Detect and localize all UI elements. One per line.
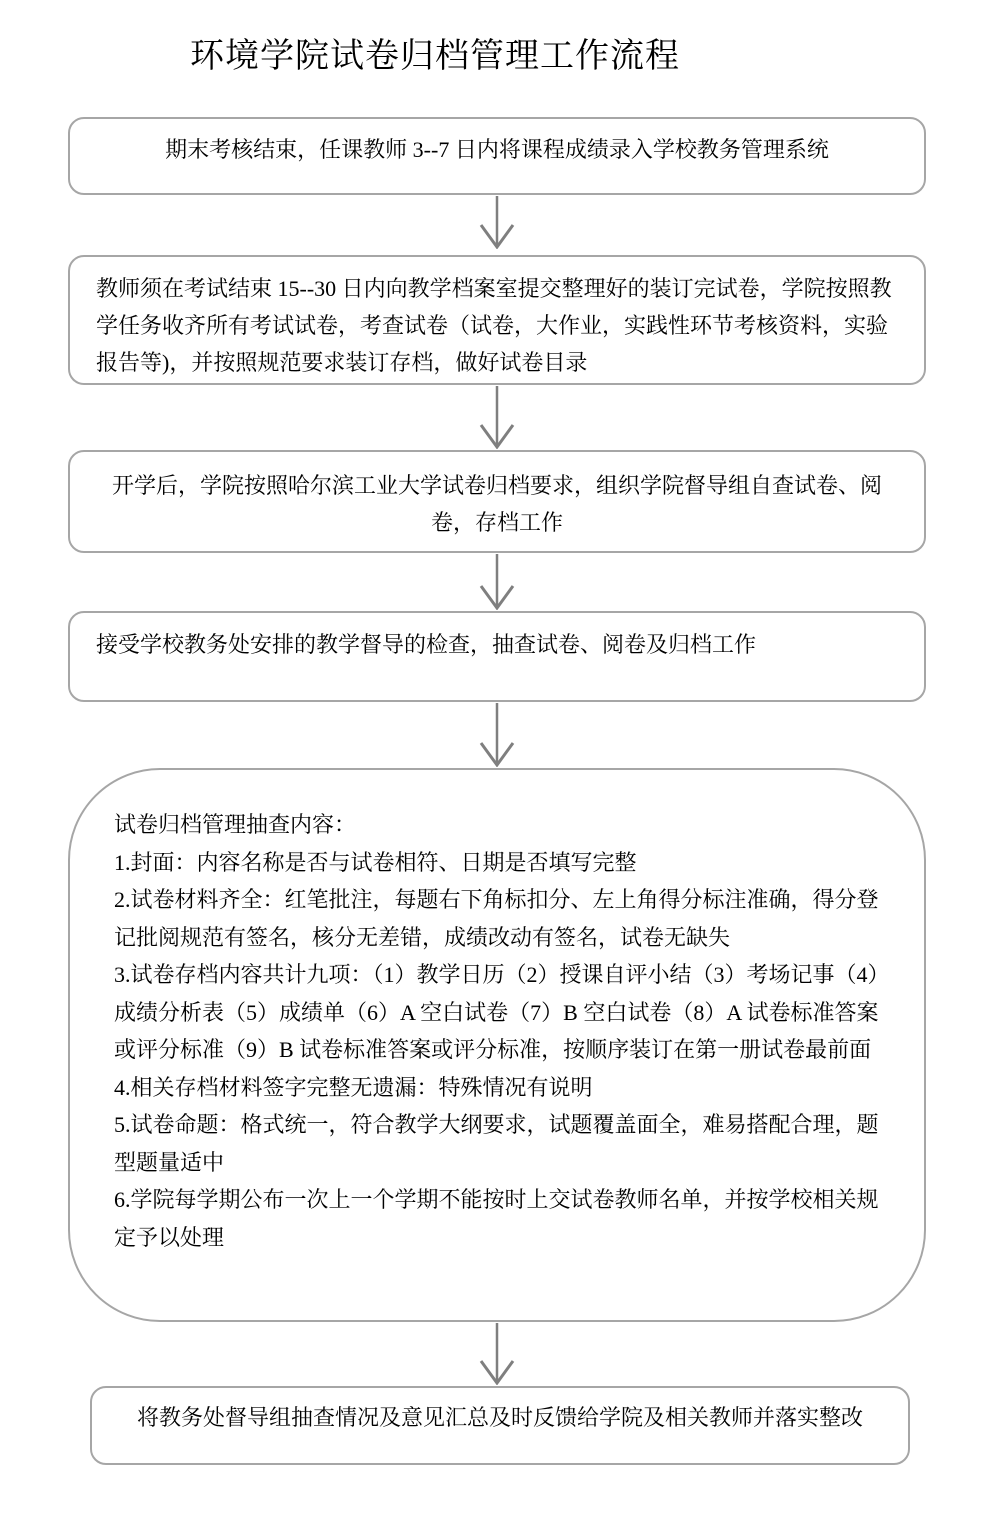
flow-step-4 bbox=[68, 611, 926, 702]
page-title: 环境学院试卷归档管理工作流程 bbox=[190, 38, 680, 75]
arrow-down-icon bbox=[475, 1323, 519, 1385]
arrow-down-icon bbox=[475, 703, 519, 767]
flow-step-3-text: 开学后，学院按照哈尔滨工业大学试卷归档要求，组织学院督导组自查试卷、阅卷，存档工作 bbox=[111, 473, 882, 535]
flow-step-5-item: 4.相关存档材料签字完整无遗漏：特殊情况有说明 bbox=[114, 1074, 593, 1100]
flow-step-5 bbox=[68, 768, 926, 1322]
flow-step-2-text: 教师须在考试结束 15--30 日内向教学档案室提交整理好的装订完试卷，学院按照教学任务收齐所有考试试卷，考查试卷（试卷，大作业，实践性环节考核资料，实验报告等)，并按照规范要求装订存档，做好试卷目录 bbox=[96, 276, 892, 375]
flow-step-4-text: 接受学校教务处安排的教学督导的检查，抽查试卷、阅卷及归档工作 bbox=[96, 632, 757, 657]
arrow-down-icon bbox=[475, 386, 519, 449]
flow-step-1 bbox=[68, 117, 926, 195]
flow-step-1-text: 期末考核结束，任课教师 3--7 日内将课程成绩录入学校教务管理系统 bbox=[165, 137, 829, 162]
arrow-down-icon bbox=[475, 196, 519, 249]
flow-step-5-item: 5.试卷命题：格式统一，符合教学大纲要求，试题覆盖面全，难易搭配合理，题型题量适中 bbox=[114, 1112, 879, 1175]
flow-step-5-heading: 试卷归档管理抽查内容： bbox=[114, 812, 357, 837]
flow-step-5-item: 3.试卷存档内容共计九项：（1）教学日历（2）授课自评小结（3）考场记事（4）成绩分析表（5）成绩单（6）A 空白试卷（7）B 空白试卷（8）A 试卷标准答案或评分标准（9）B 试卷标准答案或评分标准，按顺序装订在第一册试卷最前面 bbox=[114, 962, 879, 1062]
arrow-down-icon bbox=[475, 554, 519, 610]
flow-step-5-item: 6.学院每学期公布一次上一个学期不能按时上交试卷教师名单，并按学校相关规定予以处理 bbox=[114, 1187, 879, 1250]
flow-step-3 bbox=[68, 450, 926, 553]
flow-step-5-item: 2.试卷材料齐全：红笔批注，每题右下角标扣分、左上角得分标注准确，得分登记批阅规范有签名，核分无差错，成绩改动有签名，试卷无缺失 bbox=[114, 887, 879, 950]
flow-step-5-item: 1.封面：内容名称是否与试卷相符、日期是否填写完整 bbox=[114, 849, 637, 875]
flow-step-2 bbox=[68, 255, 926, 385]
flow-step-6 bbox=[90, 1386, 910, 1465]
flow-step-6-text: 将教务处督导组抽查情况及意见汇总及时反馈给学院及相关教师并落实整改 bbox=[136, 1405, 863, 1430]
